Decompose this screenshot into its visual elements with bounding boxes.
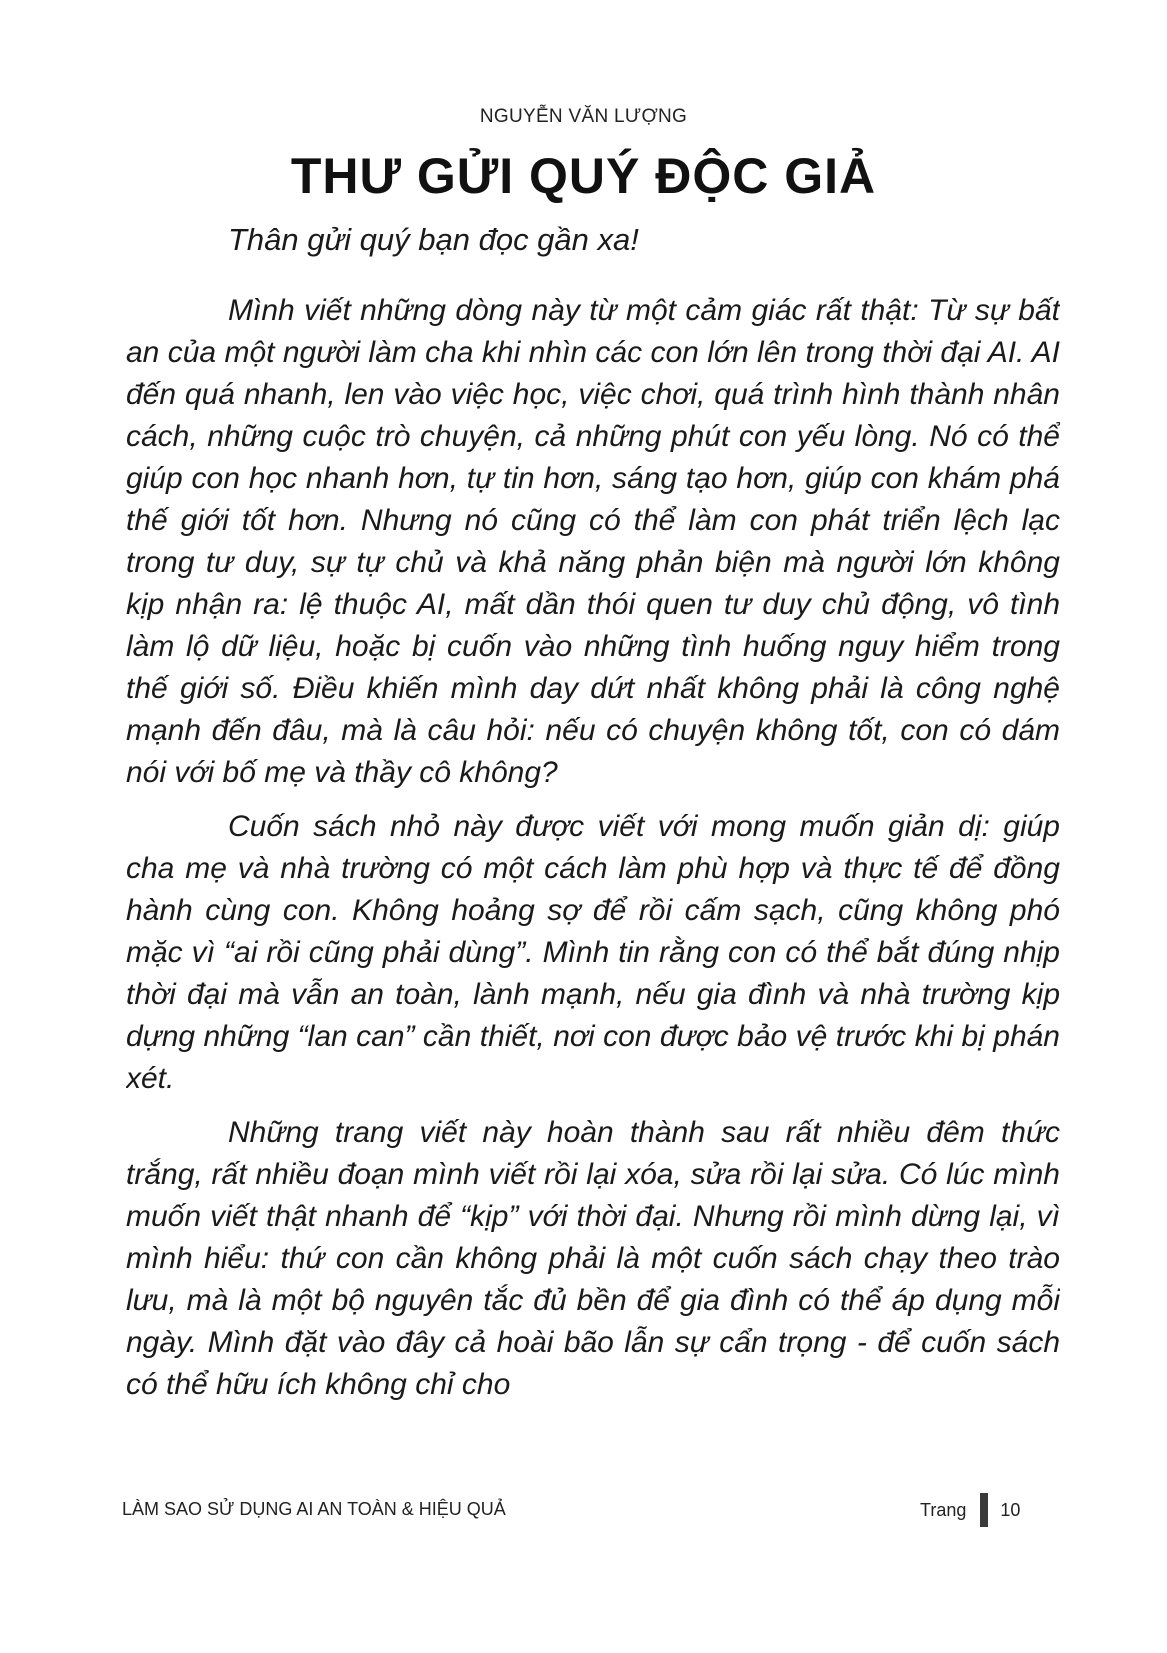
letter-body bbox=[126, 290, 1060, 1470]
page-title: THƯ GỬI QUÝ ĐỘC GIẢ bbox=[290, 148, 877, 204]
paragraph: Những trang viết này hoàn thành sau rất nhiều đêm thức trắng, rất nhiều đoạn mình viết rồi lại xóa, sửa rồi lại sửa. Có lúc mình muốn viết thật nhanh để “kịp” với thời đại. Nhưng rồi mình dừng lại, vì mình hiểu: thứ con cần không phải là một cuốn sách chạy theo trào lưu, mà là một bộ nguyên tắc đủ bền để gia đình có thể áp dụng mỗi ngày. Mình đặt vào đây cả hoài bão lẫn sự cẩn trọng - để cuốn sách có thể hữu ích không chỉ cho bbox=[126, 1116, 1060, 1401]
paragraph: Mình viết những dòng này từ một cảm giác rất thật: Từ sự bất an của một người làm cha khi nhìn các con lớn lên trong thời đại AI. AI đến quá nhanh, len vào việc học, việc chơi, quá trình hình thành nhân cách, những cuộc trò chuyện, cả những phút con yếu lòng. Nó có thể giúp con học nhanh hơn, tự tin hơn, sáng tạo hơn, giúp con khám phá thế giới tốt hơn. Nhưng nó cũng có thể làm con phát triển lệch lạc trong tư duy, sự tự chủ và khả năng phản biện mà người lớn không kịp nhận ra: lệ thuộc AI, mất dần thói quen tư duy chủ động, vô tình làm lộ dữ liệu, hoặc bị cuốn vào những tình huống nguy hiểm trong thế giới số. Điều khiến mình day dứt nhất không phải là công nghệ mạnh đến đâu, mà là câu hỏi: nếu có chuyện không tốt, con có dám nói với bố mẹ và thầy cô không? bbox=[126, 294, 1060, 789]
page-label: Trang bbox=[920, 1499, 967, 1520]
salutation: Thân gửi quý bạn đọc gần xa! bbox=[228, 222, 639, 257]
page-divider bbox=[980, 1493, 988, 1527]
page-number: 10 bbox=[1000, 1499, 1021, 1520]
author-name: NGUYỄN VĂN LƯỢNG bbox=[479, 106, 688, 127]
footer-book-title: LÀM SAO SỬ DỤNG AI AN TOÀN & HIỆU QUẢ bbox=[122, 1499, 506, 1519]
paragraph: Cuốn sách nhỏ này được viết với mong muốn giản dị: giúp cha mẹ và nhà trường có một cách làm phù hợp và thực tế để đồng hành cùng con. Không hoảng sợ để rồi cấm sạch, cũng không phó mặc vì “ai rồi cũng phải dùng”. Mình tin rằng con có thể bắt đúng nhịp thời đại mà vẫn an toàn, lành mạnh, nếu gia đình và nhà trường kịp dựng những “lan can” cần thiết, nơi con được bảo vệ trước khi bị phán xét. bbox=[126, 810, 1060, 1095]
page-indicator bbox=[920, 1493, 1020, 1527]
